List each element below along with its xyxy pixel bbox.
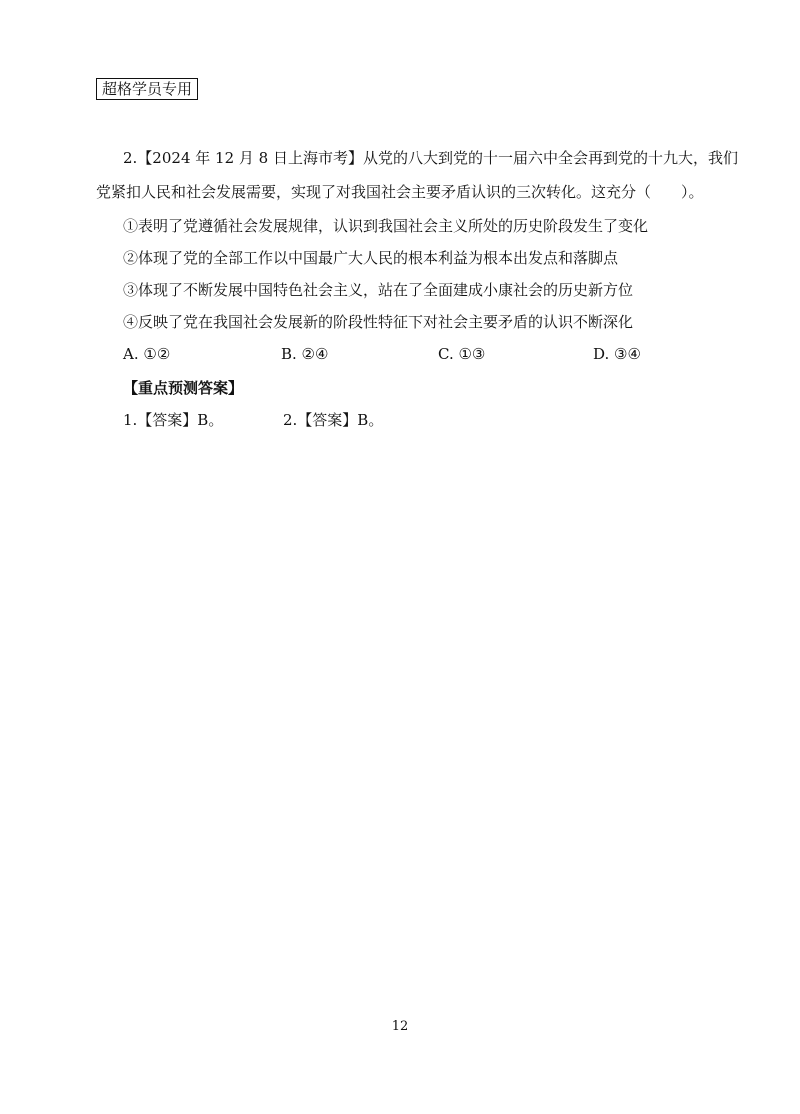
statement-2: ②体现了党的全部工作以中国最广大人民的根本利益为根本出发点和落脚点 — [123, 249, 619, 267]
answers-heading: 【重点预测答案】 — [123, 379, 244, 397]
page-number: 12 — [391, 1019, 409, 1034]
choice-b: B. ②④ — [281, 345, 329, 363]
statement-1: ①表明了党遵循社会发展规律，认识到我国社会主义所处的历史阶段发生了变化 — [123, 217, 649, 235]
answer-2: 2.【答案】B。 — [283, 411, 384, 429]
choice-d: D. ③④ — [593, 345, 641, 363]
answers-row — [123, 410, 423, 430]
answer-choices — [123, 344, 643, 364]
student-only-stamp: 超格学员专用 — [96, 78, 198, 100]
statement-3: ③体现了不断发展中国特色社会主义，站在了全面建成小康社会的历史新方位 — [123, 281, 634, 299]
question-stem-line-2: 党紧扣人民和社会发展需要，实现了对我国社会主要矛盾认识的三次转化。这充分（ ）。 — [96, 183, 704, 201]
choice-a: A. ①② — [123, 345, 171, 363]
question-stem-line-1: 2.【2024 年 12 月 8 日上海市考】从党的八大到党的十一届六中全会再到党的十九大，我们 — [123, 149, 738, 167]
statement-4: ④反映了党在我国社会发展新的阶段性特征下对社会主要矛盾的认识不断深化 — [123, 313, 634, 331]
choice-c: C. ①③ — [438, 345, 486, 363]
answer-1: 1.【答案】B。 — [123, 411, 224, 429]
